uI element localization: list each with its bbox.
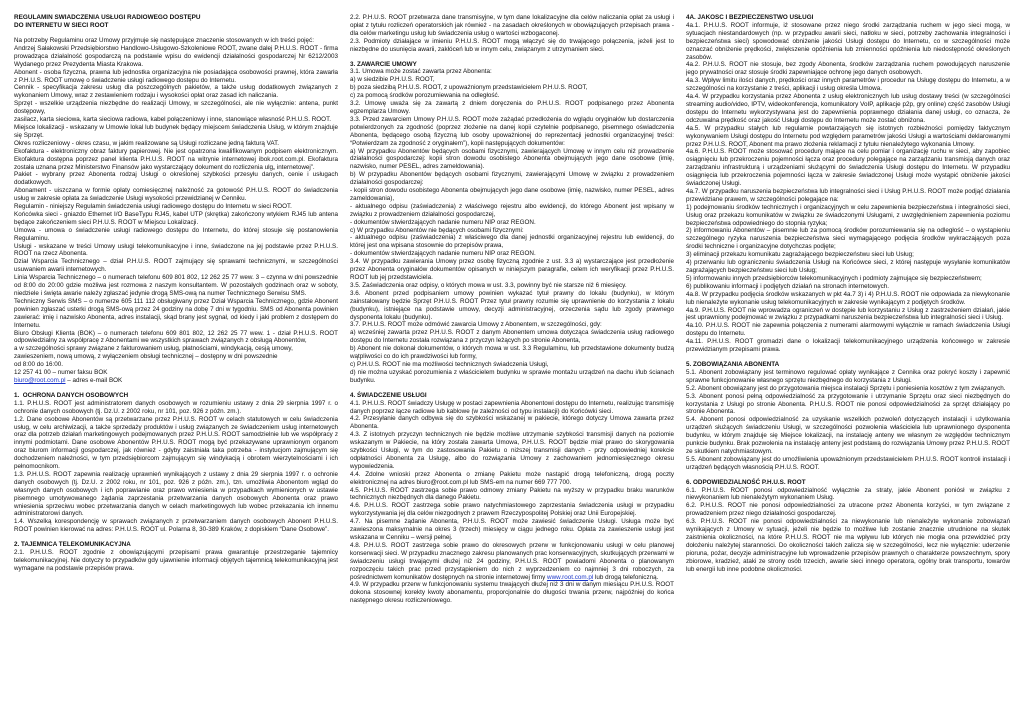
paragraph-text: 1.4. Wszelką korespondencję w sprawach związanych z przetwarzaniem danych osobowych Abonent P.H.U.S. ROOT powinien kierować na adres: P.H.U.S. ROOT ul. Polarna 8, 30-389 Kraków, z dopiskiem “Dane Osobowe”. xyxy=(14,518,338,534)
paragraph-text: Umowa - umowa o świadczenie usługi radiowego dostępu do Internetu, do której stosuje się postanowienia Regulaminu. xyxy=(14,226,338,242)
paragraph xyxy=(350,68,674,76)
paragraph-text: 4a.7. W przypadku naruszenia bezpieczeństwa lub integralności sieci i Usług P.H.U.S. ROOT może podjąć działania przewidziane prawem, w szczególności polegające na: xyxy=(686,187,1010,203)
paragraph-text: 3.7. P.H.U.S. ROOT może odmówić zawarcia Umowy z Abonentem, w szczególności, gdy: xyxy=(350,321,602,329)
paragraph xyxy=(350,219,674,227)
paragraph xyxy=(350,415,674,431)
paragraph-text: a) wcześniej zawarta przez P.H.U.S. ROOT z danym Abonentem umowa dotycząca świadczenia usług radiowego dostępu do Internetu została rozwiązana z przyczyn leżących po stronie Abonenta, xyxy=(350,329,674,345)
paragraph xyxy=(14,345,338,353)
section-5-body xyxy=(686,369,1010,472)
document-title-line-2: DO INTERNETU W SIECI ROOT xyxy=(14,22,109,29)
paragraph xyxy=(350,321,674,329)
paragraph-text: 3.1. Umowa może zostać zawarta przez Abonenta: xyxy=(350,68,492,76)
paragraph xyxy=(350,187,674,203)
paragraph-text: 4a.9. P.H.U.S. ROOT nie wprowadza ograniczeń w dostępie lub korzystaniu z Usług z zastrzeżeniem działań, jakie jest uprawniony podejmować w związku z przypadkami naruszenia bezpieczeństwa lub integralności sieci i Usług. xyxy=(686,306,1010,322)
paragraph xyxy=(14,116,338,124)
paragraph xyxy=(14,330,338,346)
paragraph-text: zasilacz, karta sieciowa, karta sieciowa radiowa, kabel połączeniowy i inne, stanowiące własność P.H.U.S. ROOT. xyxy=(14,116,331,124)
paragraph-text: - kopii stron dowodu osobistego Abonenta obejmujących jego dane osobowe (imię, nazwisko, numer PESEL, adres zameldowania), xyxy=(350,187,674,202)
paragraph xyxy=(350,234,674,250)
paragraph-text: d) nie można uzyskać porozumienia z właścicielem budynku w sprawie montażu urządzeń na dachu i/lub ścianach budynku. xyxy=(350,368,674,384)
paragraph xyxy=(350,76,674,84)
paragraph xyxy=(14,298,338,330)
paragraph-text: 4a.11. P.H.U.S. ROOT gromadzi dane o lokalizacji telekomunikacyjnego urządzenia końcowego w zakresie przewidzianym przepisami prawa. xyxy=(686,338,1010,354)
paragraph xyxy=(350,345,674,361)
column-3 xyxy=(686,14,1010,720)
paragraph-text: 2.1. P.H.U.S. ROOT zgodnie z obowiązującymi przepisami prawa gwarantuje przestrzeganie tajemnicy telekomunikacyjnej. Nie dotyczy to przypadków gdy ujawnienie informacji objętych tajemnicą telekomunikacyjną jest wymagane na podstawie przepisów prawa. xyxy=(14,549,338,572)
paragraph xyxy=(14,124,338,140)
website-link[interactable]: www.root.com.pl xyxy=(547,573,594,581)
paragraph xyxy=(686,291,1010,307)
paragraph-text: Biuro Obsługi Klienta (BOK) – o numerach telefonu 609 801 802, 12 262 25 77 wew. 1 - dział P.H.U.S. ROOT odpowiedzialny za współpracę z Abonentami we wszystkich sprawach związanych z obsługą Abonentów, xyxy=(14,329,338,345)
paragraph-text: Okres rozliczeniowy - okres czasu, w jakim realizowane są Usługi rozliczane jedną fakturą VAT. xyxy=(14,139,280,147)
paragraph-text: 3.5. Zaświadczenia oraz odpisy, o których mowa w ust. 3.3, powinny być nie starsze niż 6 miesięcy. xyxy=(350,281,627,289)
paragraph xyxy=(686,251,1010,259)
section-4a-heading: 4A. JAKOŚĆ I BEZPIECZEŃSTWO USŁUGI xyxy=(686,14,814,21)
section-2-heading: 2. TAJEMNICA TELEKOMUNIKACYJNA xyxy=(14,541,131,549)
definitions-section xyxy=(14,37,338,377)
paragraph-text: 4a.6. P.H.U.S. ROOT może stosować procedury mające na celu pomiar i organizację ruchu w sieci, aby zapobiec osiągnięciu lub przekroczeniu pojemności łącza oraz procedury polegające na zarządzaniu transmisją danych oraz zarządzaniu infrastrukturą i urządzeniami służącymi do świadczenia Usługi dostępu do Internetu. W przypadku osiągnięcia lub przekroczenia pojemności łącza w zakresie świadczonej Usługi może wystąpić obniżenie jakości świadczonej Usługi. xyxy=(686,148,1010,188)
paragraph xyxy=(350,542,674,582)
section-1-heading: 1. OCHRONA DANYCH OSOBOWYCH xyxy=(14,391,129,399)
paragraph-text: Regulamin - niniejszy Regulamin świadczenia usługi radiowego dostępu do Internetu w sieci ROOT. xyxy=(14,203,292,211)
paragraph-text: Cennik - specyfikacja zakresu usług dla poszczególnych pakietów, a także usług dodatkowych związanych z wykonaniem Umowy, wraz z zestawieniem rodzaju i wysokości opłat oraz zasad ich naliczania. xyxy=(14,84,338,100)
paragraph-text: zawieszeniem, nową umową, z wyłączeniem obsługi technicznej – dostępny w dni powszednie xyxy=(14,353,278,361)
section-2-continued xyxy=(350,14,674,54)
paragraph xyxy=(686,307,1010,323)
paragraph xyxy=(14,100,338,116)
section-4a-body xyxy=(686,22,1010,354)
paragraph xyxy=(686,385,1010,393)
paragraph-text: 4a.5. W przypadku stałych lub regularnie powtarzających się istotnych rozbieżności pomiędzy faktycznym wykonywaniem Usługi dostępu do Internetu pod względem parametrów jakości Usługi a wartościami deklarowanymi przez P.H.U.S. ROOT, Abonent ma prawo złożenia reklamacji z tytułu nienależytego wykonania Umowy. xyxy=(686,124,1010,148)
paragraph xyxy=(686,487,1010,503)
paragraph-text: 1.1. P.H.U.S. ROOT jest administratorem danych osobowych w rozumieniu ustawy z dnia 29 sierpnia 1997 r. o ochronie danych osobowych (tj. Dz.U. z 2002 roku, nr 101, poz. 926 z późn. zm.). xyxy=(14,399,338,415)
paragraph-text: 3) eliminacji przekazu komunikatu zagrażającego bezpieczeństwu sieci lub Usług; xyxy=(686,251,914,259)
paragraph xyxy=(14,148,338,172)
paragraph-text: Miejsce lokalizacji - wskazany w Umowie lokal lub budynek będący miejscem świadczenia Usług, w którym znajduje się Sprzęt. xyxy=(14,123,338,139)
paragraph xyxy=(350,203,674,219)
column-2 xyxy=(350,14,674,720)
paragraph xyxy=(350,92,674,100)
paragraph-text: 6) publikowaniu informacji i podjętych działań na stronach internetowych. xyxy=(686,282,890,290)
paragraph-text: Andrzej Sałakowski Przedsiębiorstwo Handlowo-Usługowo-Szkoleniowe ROOT, zwane dalej P.H.U.S. ROOT - firma prowadząca działalność gospodarczą na podstawie wpisu do ewidencji działalności gospodarczej Nr 6212/2003 Wydanego przez Prezydenta Miasta Krakowa. xyxy=(14,44,338,68)
paragraph xyxy=(14,187,338,203)
paragraph-text: 4a.10. P.H.U.S. ROOT nie zapewnia połączenia z numerami alarmowymi wyłącznie w ramach świadczenia Usługi dostępu do Internetu. xyxy=(686,322,1010,338)
paragraph-text: od 8:00 do 16:00. xyxy=(14,361,64,369)
paragraph xyxy=(686,227,1010,251)
paragraph xyxy=(350,258,674,282)
paragraph-text: 2.2. P.H.U.S. ROOT przetwarza dane transmisyjne, w tym dane lokalizacyjne dla celów naliczania opłat za usługi i opłat z tytułu rozliczeń operatorskich jak również - na zasadach określonych w obowiązujących przepisach prawa - dla celów marketingu usług lub świadczenia usług o wartości wzbogaconej. xyxy=(350,14,674,37)
bok-email-line xyxy=(14,377,338,385)
paragraph-text: 12 257 41 00 – numer faksu BOK xyxy=(14,369,108,377)
paragraph xyxy=(350,502,674,518)
section-6-body xyxy=(686,487,1010,574)
paragraph xyxy=(350,38,674,54)
paragraph-text: c) P.H.U.S. ROOT nie ma możliwości technicznych świadczenia Usługi, xyxy=(350,360,549,368)
paragraph xyxy=(686,393,1010,417)
paragraph-text: 4a.1. P.H.U.S. ROOT informuje, iż stosowane przez niego środki zarządzania ruchem w jego sieci mogą, w sytuacjach niestandardowych (np. w przypadku awarii sieci, natłoku w sieci, potrzeby zachowania integralności i bezpieczeństwa sieci) spowodować obniżenie jakości Usługi dostępu do Internetu, co w szczególności może oznaczać obniżenie prędkości, zwiększenie opóźnienia lub zmienności opóźnienia lub niedostępność określonych zasobów. xyxy=(686,21,1010,61)
paragraph-text: 6.1. P.H.U.S. ROOT ponosi odpowiedzialność wyłącznie za straty, jakie Abonent poniósł w związku z niewykonaniem lub nienależytym wykonaniem Usług. xyxy=(686,486,1010,502)
website-link-suffix: lub drogą telefoniczną. xyxy=(593,573,659,581)
paragraph xyxy=(686,204,1010,228)
paragraph-text: Abonent - osoba fizyczna, prawna lub jednostka organizacyjna nie posiadająca osobowości prawnej, która zawarła z P.H.U.S. ROOT umowę o świadczenie usługi radiowego dostępu do Internetu. xyxy=(14,68,338,84)
paragraph xyxy=(686,502,1010,518)
paragraph-text: 4.5. P.H.U.S. ROOT zastrzega sobie prawo odmowy zmiany Pakietu na wyższy w przypadku braku warunków technicznych niezbędnych dla danego Pakietu. xyxy=(350,486,674,502)
paragraph xyxy=(686,188,1010,204)
paragraph xyxy=(350,329,674,345)
paragraph-text: 5.4. Abonent ponosi odpowiedzialność za uzyskanie wszelkich pozwoleń dotyczących instalacji i użytkowania urządzeń służących świadczeniu Usługi, w szczególności pozwolenia właściciela lub uprawnionego dysponenta budynku, w którym znajduje się Miejsce lokalizacji, na instalację anteny we własnym ze względów technicznym punkcie budynku. Brak pozwolenia na instalację anteny jest podstawą do rozwiązania Umowy przez P.H.U.S. ROOT ze skutkiem natychmiastowym. xyxy=(686,416,1010,455)
paragraph-text: 1) podejmowaniu środków technicznych i organizacyjnych w celu zapewnienia bezpieczeństwa i integralności sieci, Usług oraz przekazu komunikatów w związku ze świadczonymi Usługami, z uwzględnieniem zapewnienia poziomu bezpieczeństwa odpowiedniego do stopnia ryzyka; xyxy=(686,203,1010,227)
paragraph-text: 3.2. Umowę uważa się za zawartą z dniem doręczenia do P.H.U.S. ROOT podpisanego przez Abonenta egzemplarza Umowy. xyxy=(350,100,674,115)
paragraph xyxy=(350,431,674,471)
paragraph-text: c) W przypadku Abonentów nie będących osobami fizycznymi: xyxy=(350,226,524,234)
paragraph xyxy=(350,361,674,369)
paragraph-text: Końcówka sieci - gniazdo Ethernet I/O BaseTypu RJ45, kabel UTP (skrętka) zakończony wtykiem RJ45 lub antena będące zakończeniem sieci P.H.U.S. ROOT w Miejscu Lokalizacji. xyxy=(14,210,338,226)
section-4-body xyxy=(350,400,674,606)
section-5-heading: 5. ZOBOWIĄZANIA ABONENTA xyxy=(686,360,780,368)
paragraph-text: - aktualnego odpisu (zaświadczenia) z właściwego rejestru albo ewidencji, do którego Abonent jest wpisany w związku z prowadzeniem działalności gospodarczej, xyxy=(350,202,674,218)
bok-email-suffix: – adres e-mail BOK xyxy=(65,376,123,384)
paragraph-text: 6.2. P.H.U.S. ROOT nie ponosi odpowiedzialności za utracone przez Abonenta korzyści, w tym związane z prowadzeniem przez niego działalności gospodarczej. xyxy=(686,502,1010,518)
paragraph-text: 3.4. W przypadku zawierania Umowy przez osobę fizyczną zgodnie z ust. 3.3 a) wystarczające jest przedłożenie przez Abonenta oryginałów dokumentów opisanych w niniejszym paragrafie, celem ich weryfikacji przez P.H.U.S. ROOT lub jej przedstawiciela. xyxy=(350,258,674,281)
paragraph-text: c) za pomocą środków porozumiewania na odległość. xyxy=(350,92,500,100)
paragraph xyxy=(686,125,1010,149)
paragraph-text: 3.3. Przed zawarciem Umowy P.H.U.S. ROOT może zażądać przedłożenia do wglądu oryginałów lub dostarczenia potwierdzonych za zgodność (poprzez złożenie na danej kopii czytelnie podpisanego, pisemnego oświadczenia Abonenta, będącego osobą fizyczną lub osoby upoważnionej do reprezentacji jednostki organizacyjnej treści: “Potwierdzam za zgodność z oryginałem”), kopii następujących dokumentów: xyxy=(350,115,674,147)
paragraph-text: a) w siedzibie P.H.U.S. ROOT, xyxy=(350,76,435,84)
paragraph-text: Abonament - uiszczana w formie opłaty comiesięcznej należność za gotowość P.H.U.S. ROOT do świadczenia usług w zakresie opłata za świadczenie Usługi wysokości przewidzianej w Cenniku. xyxy=(14,187,338,203)
paragraph xyxy=(14,243,338,259)
paragraph xyxy=(686,61,1010,77)
paragraph xyxy=(14,274,338,298)
paragraph xyxy=(686,416,1010,456)
paragraph xyxy=(686,369,1010,385)
paragraph xyxy=(14,518,338,534)
paragraph xyxy=(686,148,1010,188)
paragraph-text: b) W przypadku Abonentów będących osobami fizycznymi, zawierającymi Umowę w związku z prowadzeniem działalności gospodarczej: xyxy=(350,171,674,187)
paragraph-text: 3.6. Abonent przed podpisaniem umowy powinien wykazać tytuł prawny do lokalu (budynku), w którym zainstalowany będzie Sprzęt P.H.U.S. ROOT Przez tytuł prawny rozumie się uprawnienie do korzystania z lokalu (budynku), istniejące na podstawie umowy, decyzji administracyjnej, orzeczenia sądu lub zgody prawnego dysponenta lokalu (budynku). xyxy=(350,289,674,321)
paragraph xyxy=(686,77,1010,93)
paragraph-text: 4.7. Na pisemne żądanie Abonenta, P.H.U.S. ROOT może zawiesić świadczenie Usługi. Usługa może być zawieszona maksymalnie na okres 3 (trzech) miesięcy w ciągu jednego roku. Opłata za zawieszenie usługi jest wskazana w Cenniku – wersji pełnej. xyxy=(350,518,674,541)
paragraph xyxy=(14,227,338,243)
paragraph xyxy=(686,259,1010,275)
paragraph-text: Techniczny Serwis SMS – o numerze 605 111 112 obsługiwany przez Dział Wsparcia Technicznego, gdzie Abonent powinien zgłaszać usterki drogą SMS-ową przez 24 godziny na dobę 7 dni w tygodniu. SMS od Abonenta powinien zawierać: imię i nazwisko Abonenta, adres instalacji, skąd brany jest sygnał, od kiedy i jaki problem z dostępem do Internetu. xyxy=(14,297,338,329)
paragraph-text: 1.2. Dane osobowe Abonentów są przetwarzane przez P.H.U.S. ROOT w celach statutowych w celu świadczenia usług, w celu archiwizacji, a także sprzedaży produktów i usług związanych ze świadczeniem usług internetowych oraz dla potrzeb działań marketingowych podejmowanych przez P.H.U.S. ROOT samodzielnie lub we współpracy z innymi podmiotami. Dane osobowe Abonentów P.H.U.S. ROOT mogą być przekazywane uprawnionym organom oraz biurom informacji gospodarczej, jak również - gdyby zaistniała taka potrzeba - instytucjom zajmującym się dochodzeniem należności, w tym przedsiębiorcom zajmującym się windykacją i obrotem wierzytelnościami i ich pełnomocnikom. xyxy=(14,415,338,471)
paragraph-text: Pakiet - wybrany przez Abonenta rodzaj Usługi o określonej szybkości przesyłu danych, cenie i usługach dodatkowych. xyxy=(14,171,338,187)
paragraph xyxy=(14,37,338,45)
paragraph xyxy=(350,100,674,116)
paragraph xyxy=(14,45,338,69)
paragraph-text: 5.3. Abonent ponosi pełną odpowiedzialność za przygotowanie i utrzymanie Sprzętu oraz sieci niezbędnych do korzystania z Usługi po stronie Abonenta. P.H.U.S. ROOT nie ponosi odpowiedzialności za sprzęt działający po stronie Abonenta. xyxy=(686,392,1010,416)
paragraph xyxy=(350,148,674,172)
paragraph-text: Sprzęt - wszelkie urządzenia niezbędne do realizacji Umowy, w szczególności, ale nie wyłącznie: antena, punkt dostępowy, xyxy=(14,100,338,116)
section-6-heading: 6. ODPOWIEDZIALNOŚĆ P.H.U.S. ROOT xyxy=(686,478,806,486)
paragraph xyxy=(14,84,338,100)
paragraph-text: 5.1. Abonent zobowiązany jest terminowo regulować opłaty wynikające z Cennika oraz pokryć koszty i zapewnić sprawne funkcjonowanie własnego sprzętu niezbędnego do korzystania z Usługi. xyxy=(686,368,1010,384)
paragraph xyxy=(14,211,338,227)
paragraph-text: 4.8. P.H.U.S. ROOT zastrzega sobie prawo do okresowych przerw w funkcjonowaniu usługi w celu planowej konserwacji sieci. W przypadku znacznego zakresu planowanych prac konserwacyjnych, skutkujących przerwami w świadczeniu usługi trwającymi dłużej niż 24 godziny, P.H.U.S. ROOT powiadomi Abonenta o planowanym rozpoczęciu takich prac przed przystąpieniem do nich z wyprzedzeniem co najmniej 3 dni roboczych, za pośrednictwem komunikatów dostępnych na stronie internetowej firmy xyxy=(350,541,674,581)
paragraph-text: 4.6. P.H.U.S. ROOT zastrzega sobie prawo natychmiastowego zaprzestania świadczenia usługi w przypadku wykorzystywania jej dla celów niezgodnych z prawem Rzeczypospolitej Polskiej oraz Unii Europejskiej. xyxy=(350,502,674,518)
paragraph xyxy=(350,171,674,187)
paragraph xyxy=(350,116,674,148)
bok-email-link[interactable]: biuro@root.com.pl xyxy=(14,376,66,384)
paragraph xyxy=(350,487,674,503)
paragraph-text: 5.2. Abonent obowiązany jest do przygotowania miejsca instalacji Sprzętu i poniesienia kosztów z tym związanych. xyxy=(686,384,1006,392)
section-4-heading: 4. ŚWIADCZENIE USŁUGI xyxy=(350,391,427,399)
paragraph xyxy=(686,275,1010,283)
paragraph-text: b) Abonent nie dokonał dokumentów, o których mowa w ust. 3.3 Regulaminu, lub przedstawione dokumenty budzą wątpliwości co do ich prawdziwości lub formy, xyxy=(350,345,674,361)
paragraph-text: Na potrzeby Regulaminu oraz Umowy przyjmuje się następujące znaczenie stosowanych w ich treści pojęć: xyxy=(14,37,314,44)
paragraph-text: a w szczególności sprawy związane z fakturowaniem usług, płatnościami, windykacją, cesją umowy, xyxy=(14,345,293,353)
paragraph xyxy=(14,140,338,148)
paragraph-text: 4.1. P.H.U.S. ROOT świadczy Usługę w postaci zapewnienia Abonentowi dostępu do Internetu, realizując transmisję danych poprzez łącze radiowe lub kablowe (w zależności od typu instalacji) do Końcówki sieci. xyxy=(350,399,674,415)
paragraph xyxy=(350,14,674,38)
paragraph xyxy=(14,69,338,85)
paragraph xyxy=(14,361,338,369)
paragraph xyxy=(350,518,674,542)
paragraph-text: b) poza siedzibą P.H.U.S. ROOT, z upoważnionym przedstawicielem P.H.U.S. ROOT, xyxy=(350,84,588,92)
document-title-line-1: REGULAMIN ŚWIADCZENIA USŁUGI RADIOWEGO DOSTĘPU xyxy=(14,14,201,21)
paragraph xyxy=(350,471,674,487)
paragraph xyxy=(686,456,1010,472)
paragraph xyxy=(14,171,338,187)
paragraph-text: 2) informowaniu Abonentów – pisemnie lub za pomocą środków porozumiewania się na odległość – o wystąpieniu szczególnego ryzyka naruszenia bezpieczeństwa sieci wymagającego podjęcia środków wykraczających poza środki techniczne i organizacyjne dotychczas podjęte; xyxy=(686,227,1010,251)
paragraph-text: a) W przypadku Abonentów będących osobami fizycznymi, zawierających Umowę w innym celu niż prowadzenie działalności gospodarczej: kopii stron dowodu osobistego Abonenta obejmujących jego dane osobowe (imię, nazwisko, numer PESEL, adres zameldowania). xyxy=(350,147,674,171)
paragraph-text: - dokumentów stwierdzających nadanie numeru NIP oraz REGON. xyxy=(350,218,536,226)
section-2-body xyxy=(14,549,338,573)
paragraph-text: 4a.3. Wpływ limitu ilości danych, prędkości oraz innych parametrów i procedur na Usługę dostępu do Internetu, a w szczególności na korzystanie z treści, aplikacji i usług określa Umowa. xyxy=(686,77,1010,93)
paragraph xyxy=(686,283,1010,291)
paragraph xyxy=(350,84,674,92)
column-1 xyxy=(14,14,338,720)
paragraph-text: 4a.4. W przypadku korzystania przez Abonenta z usług elektronicznych lub usług dostawy treści (w szczególności streaming audio/video, IPTV, wideokonferencja, komunikatory VoIP, aplikacje p2p, gry online) część zasobów Usługi dostępu do Internetu wykorzystywana jest do zapewnienia poprawnego działania danej usługi, co oznacza, że odczuwalna prędkość oraz jakość Usługi dostępu do Internetu może zostać obniżona. xyxy=(686,93,1010,124)
paragraph xyxy=(350,250,674,258)
paragraph-text: 4.3. Z istotnych przyczyn technicznych nie będzie możliwe utrzymanie szybkości transmisji danych na poziomie wskazanym w Pakiecie, na który została zawarta Umowa, P.H.U.S. ROOT będzie miał prawo do skorygowania szybkości Usługi, w tym do zastosowania Pakietu o niższej transmisji danych - przy odpowiedniej korekcie odpłatności Abonenta za Usługę, albo do rozwiązania Umowy z zachowaniem jednomiesięcznego okresu wypowiedzenia. xyxy=(350,431,674,470)
paragraph-text: - dokumentów stwierdzających nadanie numeru NIP oraz REGON. xyxy=(350,250,536,258)
paragraph xyxy=(686,518,1010,573)
paragraph xyxy=(14,353,338,361)
paragraph xyxy=(686,22,1010,62)
paragraph-text: - aktualnego odpisu (zaświadczenia) z właściwego dla danej jednostki organizacyjnej rejestru lub ewidencji, do której jest ona wpisana stosownie do przepisów prawa, xyxy=(350,234,674,250)
paragraph-text: 5) informowaniu innych przedsiębiorców telekomunikacyjnych i podmioty zajmujące się bezpieczeństwem; xyxy=(686,274,982,282)
paragraph xyxy=(14,203,338,211)
section-3-heading: 3. ZAWARCIE UMOWY xyxy=(350,60,417,68)
paragraph xyxy=(350,282,674,290)
paragraph xyxy=(14,258,338,274)
paragraph-text: 6.3. P.H.U.S. ROOT nie ponosi odpowiedzialności za niewykonanie lub nienależyte wykonanie zobowiązań wynikających z Umowy w sytuacji, jeżeli nie będzie to możliwe lub zostanie znacznie utrudnione na skutek zaistnienia okoliczności, na które P.H.U.S. ROOT nie ma wpływu lub których nie mogła ona przewidzieć przy dołożeniu należytej staranności. Do okoliczności takich zalicza się w szczególności, lecz nie wyłącznie: uderzenie pioruna, pożar, decyzje administracyjne lub wprowadzenie przepisów prawnych o charakterze powszechnym, spory zbiorowe, kradzież, ataki ze strony osób trzecich, awarie sieci innego operatora, ogólny brak transportu, towarów lub energii lub inne podobne okoliczności. xyxy=(686,518,1010,573)
paragraph xyxy=(14,369,338,377)
paragraph-text: Ekofaktura - elektroniczny obraz faktury papierowej. Nie jest opatrzona kwalifikowanym podpisem elektronicznym. Ekofaktura dostępna poprzez panel klienta P.H.U.S. ROOT na witrynie internetowej ibok.root.com.pl. Ekofaktura została uznana przez Ministerstwo Finansów jako wystarczający dokument do rozliczenia ulg„ internetowej”. xyxy=(14,147,338,171)
paragraph-text: 4) przerwaniu lub ograniczeniu świadczenia Usługi na Końcówce sieci, z której następuje wysyłanie komunikatów zagrażających bezpieczeństwu sieci lub Usług; xyxy=(686,259,1010,274)
paragraph xyxy=(350,290,674,322)
paragraph xyxy=(686,322,1010,338)
paragraph xyxy=(350,369,674,385)
paragraph-text: Linia Wsparcia Technicznego – o numerach telefonu 609 801 802, 12 262 25 77 wew. 3 – czynna w dni powszednie od 8:00 do 20:00 gdzie możliwa jest rozmowa z naszym konsultantem. W pozostałych godzinach oraz w soboty, niedziele i święta awarie należy zgłaszać jedynie drogą SMS-ową na numer Technicznego Serwisu SMS. xyxy=(14,274,338,297)
paragraph-text: 4.2. Przesyłanie danych odbywa się do szybkości wskazanej w pakiecie, którego dotyczy Umowa zawarta przez Abonenta. xyxy=(350,415,674,431)
paragraph xyxy=(350,400,674,416)
paragraph-text: 4a.8. W przypadku podjęcia środków wskazanych w pkt 4a.7 3) i 4) P.H.U.S. ROOT nie odpowiada za niewykonanie lub nienależyte wykonanie usług telekomunikacyjnych w zakresie wynikającym z podjętych środków. xyxy=(686,290,1010,306)
paragraph xyxy=(350,581,674,605)
paragraph-text: 5.5. Abonent zobowiązany jest do umożliwienia upoważnionym przedstawicielem P.H.U.S. ROOT kontroli instalacji i urządzeń będących własnością P.H.U.S. ROOT. xyxy=(686,455,1010,471)
paragraph-text: Usługi - wskazane w treści Umowy usługi telekomunikacyjne i inne, świadczone na jej podstawie przez P.H.U.S. ROOT na rzecz Abonenta. xyxy=(14,242,338,258)
paragraph xyxy=(14,471,338,518)
paragraph-text: 4.9. W przypadku przerw w funkcjonowaniu systemu trwających dłużej niż 3 dni w danym miesiącu P.H.U.S. ROOT dokona stosownej korekty kwoty abonamentu, proporcjonalnie do długości trwania przerw, najpóźniej do końca następnego okresu rozliczeniowego. xyxy=(350,581,674,605)
paragraph-text: 4.4. Zdolne wnioski przez Abonenta o zmianę Pakietu może nastąpić drogą telefoniczną, drogą poczty elektronicznej na adres biuro@root.com.pl lub SMS-em na numer 669 777 700. xyxy=(350,470,674,486)
paragraph xyxy=(14,400,338,416)
paragraph xyxy=(14,549,338,573)
section-1-body xyxy=(14,400,338,534)
paragraph-text: 1.3. P.H.U.S. ROOT zapewnia realizację uprawnień wynikających z ustawy z dnia 29 sierpnia 1997 r. o ochronie danych osobowych (tj. Dz.U. z 2002 roku, nr 101, poz. 926 z późn. zm.), tzn. umożliwia Abonentom wgląd do własnych danych osobowych i ich poprawianie oraz prawo wniesienia w przypadkach wymienionych w ustawie pisemnego umotywowanego żądania zaprzestania przetwarzania danych osobowych Abonenta oraz prawo wniesienia sprzeciwu wobec przetwarzania danych w celach marketingowych lub wobec przekazania ich innemu administratorowi danych. xyxy=(14,470,338,518)
section-3-body xyxy=(350,68,674,384)
paragraph xyxy=(686,338,1010,354)
paragraph xyxy=(14,416,338,471)
paragraph-text: Dział Wsparcia Technicznego – dział P.H.U.S. ROOT zajmujący się sprawami technicznymi, w szczególności usuwaniem awarii internetowych. xyxy=(14,258,338,274)
paragraph xyxy=(350,227,674,235)
paragraph xyxy=(686,93,1010,125)
paragraph-text: 4a.2. P.H.U.S. ROOT nie stosuje, bez zgody Abonenta, środków zarządzania ruchem powodujących naruszenie jego prywatności oraz stosuje środki zapewniające ochronę jego danych osobowych. xyxy=(686,61,1010,77)
paragraph-text: 2.3. Podmioty działające w imieniu P.H.U.S. ROOT mogą włączyć się do trwającego połączenia, jeżeli jest to niezbędne do usunięcia awarii, zakłóceń lub w innym celu, związanym z utrzymaniem sieci. xyxy=(350,37,674,53)
